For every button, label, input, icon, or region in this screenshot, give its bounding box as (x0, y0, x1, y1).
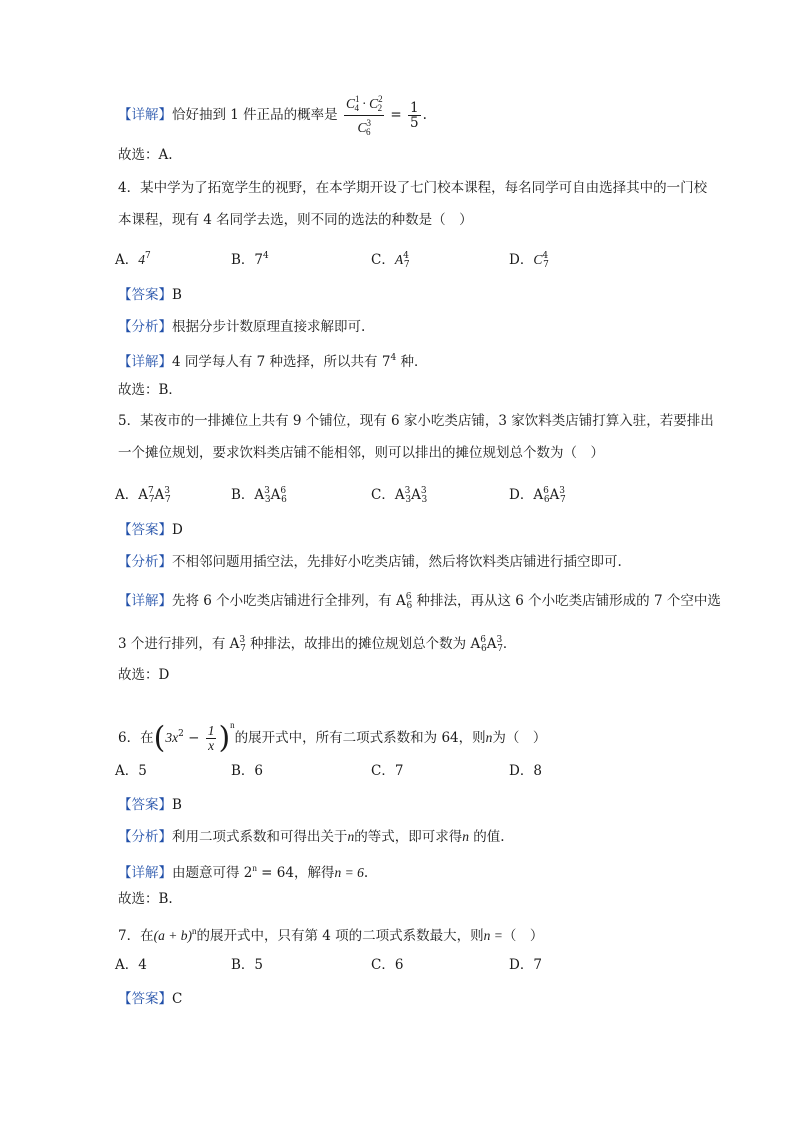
q7-option-a: A．4 (115, 957, 147, 973)
q5-detail-line2: 3 个进行排列，有 $A^3_7$ 种排法，故排出的摊位规划总个数为 $A^6_6A^3_7$． (118, 635, 517, 654)
q4-answer: 【答案】B (118, 287, 182, 303)
q7-option-b: B．5 (231, 957, 264, 973)
q6-option-a: A．5 (115, 763, 147, 779)
q4-option-a: A．$4^7$ (115, 251, 151, 268)
q4-option-c: C．$A^4_7$ (371, 251, 410, 270)
q6-choice: 故选：B. (118, 891, 173, 907)
q4-option-b: B．$7^4$ (231, 251, 269, 268)
q5-answer: 【答案】D (118, 522, 183, 538)
q4-detail: 【详解】4 同学每人有 7 种选择，所以共有 $7^4$ 种． (118, 353, 428, 370)
q5-choice: 故选：D (118, 667, 170, 683)
q7-stem: 7．在$(a + b)^n$的展开式中，只有第 4 项的二项式系数最大，则n =（ ） (118, 926, 544, 944)
probability-fraction: $\frac{C^1_4 \cdot C^2_2}{C^3_6}$ (345, 94, 383, 137)
result-fraction: $\frac{1}{5}$ (410, 100, 419, 131)
q6-analysis: 【分析】利用二项式系数和可得出关于n的等式，即可求得n 的值. (118, 829, 505, 845)
q4-option-d: D．$C^4_7$ (509, 251, 549, 270)
q6-option-c: C．7 (371, 763, 404, 779)
q4-stem-line2: 本课程，现有 4 名同学去选，则不同的选法的种数是（ ） (118, 212, 473, 228)
q5-analysis: 【分析】不相邻问题用插空法，先排好小吃类店铺，然后将饮料类店铺进行插空即可. (118, 554, 622, 570)
q5-option-d: D．$A^6_6A^3_7$ (509, 486, 566, 505)
q6-expr-fraction: $\frac{1}{x}$ (207, 723, 215, 753)
q6-detail: 【详解】由题意可得 $2^n = 64$，解得n = 6. (118, 863, 369, 881)
q7-answer: 【答案】C (118, 991, 183, 1007)
q5-option-b: B．$A^3_3A^6_6$ (231, 486, 287, 505)
q4-analysis: 【分析】根据分步计数原理直接求解即可. (118, 319, 366, 335)
q5-stem-line2: 一个摊位规划，要求饮料类店铺不能相邻，则可以排出的摊位规划总个数为（ ） (118, 445, 604, 461)
lead-detail-line: 【详解】恰好抽到 1 件正品的概率是 $\frac{C^1_4 \cdot C^2_2}{C^3_6}$ = $\frac{1}{5}$ . (118, 94, 427, 137)
q6-answer: 【答案】B (118, 797, 182, 813)
q5-detail-line1: 【详解】先将 6 个小吃类店铺进行全排列，有 $A^6_6$ 种排法，再从这 6 个小吃类店铺形成的 7 个空中选 (118, 592, 721, 611)
q6-stem: 6．在($3x^2$ − $\frac{1}{x}$ )$^n$的展开式中，所有二项式系数和为 64，则n为（ ） (118, 720, 547, 756)
q5-option-a: A．$A^7_7A^3_7$ (115, 486, 171, 505)
q4-stem-line1: 4．某中学为了拓宽学生的视野，在本学期开设了七门校本课程，每名同学可自由选择其中的一门校 (118, 180, 708, 196)
lead-choice: 故选：A. (118, 147, 173, 163)
q5-option-c: C．$A^3_3A^3_3$ (371, 486, 428, 505)
equals-sign: = (390, 107, 402, 123)
q4-choice: 故选：B． (118, 382, 182, 398)
q7-option-d: D．7 (509, 957, 542, 973)
q6-option-d: D．8 (509, 763, 542, 779)
q7-option-c: C．6 (371, 957, 404, 973)
detail-text: 恰好抽到 1 件正品的概率是 (172, 107, 338, 123)
detail-tag: 【详解】 (118, 107, 172, 123)
q5-stem-line1: 5．某夜市的一排摊位上共有 9 个铺位，现有 6 家小吃类店铺，3 家饮料类店铺打算入驻，若要排出 (118, 413, 714, 429)
q6-option-b: B．6 (231, 763, 264, 779)
